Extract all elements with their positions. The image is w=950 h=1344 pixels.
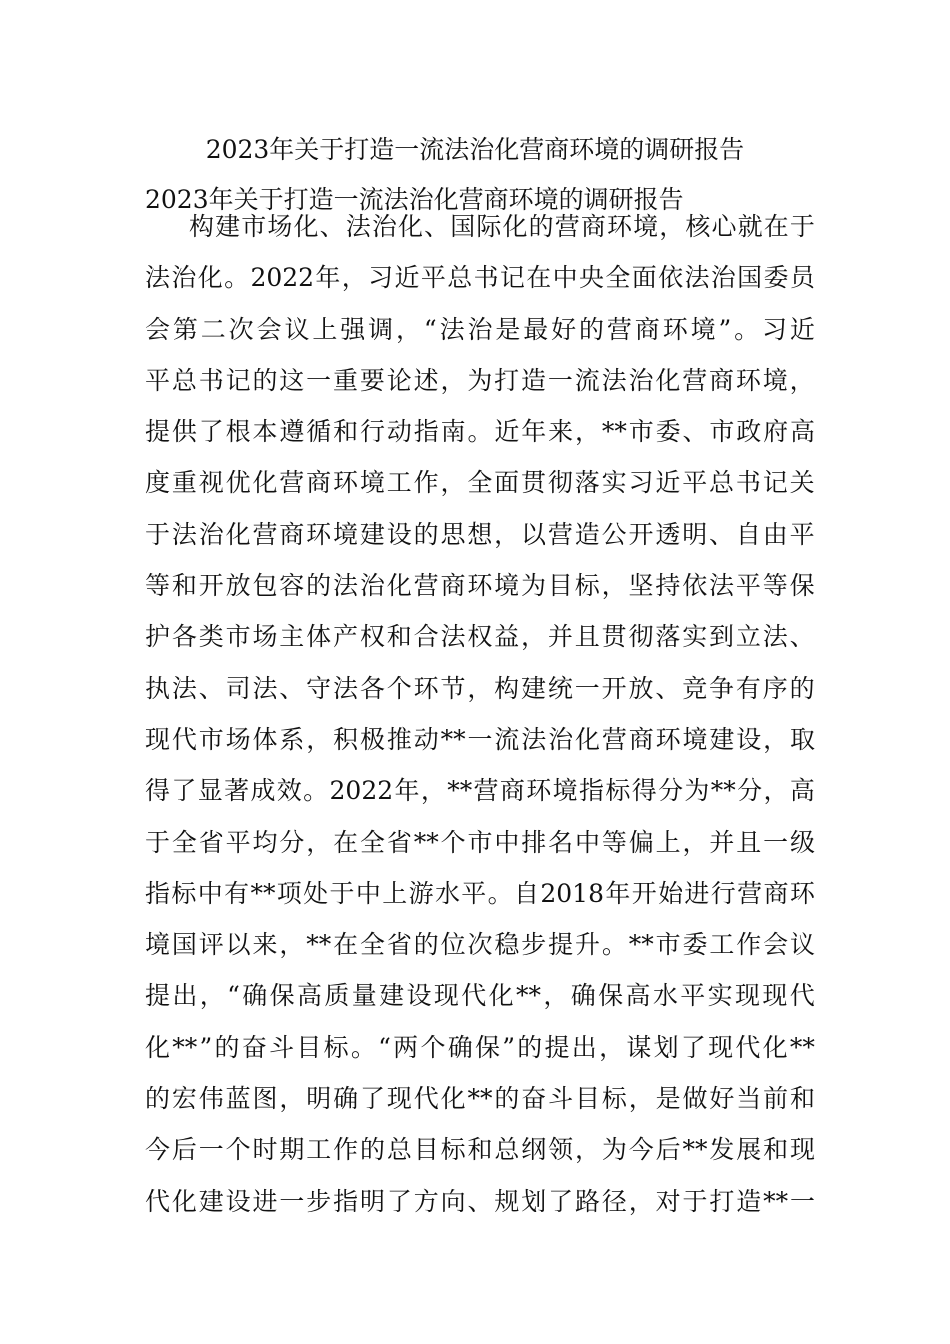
body-line: 指 标 中 有 ** 项 处 于 中 上 游 水 平 。 自 2018 年 开 始 进 行 营 商 环 <box>145 878 815 908</box>
body-line: 执 法 、 司 法 、 守 法 各 个 环 节 ， 构 建 统 一 开 放 、 竞 争 有 序 的 <box>145 673 815 703</box>
document-title: 2023年关于打造一流法治化营商环境的调研报告 <box>205 135 745 164</box>
body-line: 等 和 开 放 包 容 的 法 治 化 营 商 环 境 为 目 标 ， 坚 持 依 法 平 等 保 <box>145 571 815 601</box>
body-line: 构 建 市 场 化 、 法 治 化 、 国 际 化 的 营 商 环 境 ， 核 心 就 在 于 <box>189 212 815 241</box>
body-line: 会 第 二 次 会 议 上 强 调 ， “ 法 治 是 最 好 的 营 商 环 境 ” 。 习 近 <box>145 314 815 344</box>
body-line: 现 代 市 场 体 系 ， 积 极 推 动 ** 一 流 法 治 化 营 商 环 境 建 设 ， 取 <box>145 724 815 754</box>
body-line: 代 化 建 设 进 一 步 指 明 了 方 向 、 规 划 了 路 径 ， 对 于 打 造 ** 一 <box>145 1186 815 1216</box>
body-line: 度 重 视 优 化 营 商 环 境 工 作 ， 全 面 贯 彻 落 实 习 近 平 总 书 记 关 <box>145 468 815 498</box>
body-line: 得 了 显 著 成 效 。 2022 年 ， ** 营 商 环 境 指 标 得 分 为 ** 分 ， 高 <box>145 776 815 806</box>
body-line: 提 出 ， “ 确 保 高 质 量 建 设 现 代 化 ** ， 确 保 高 水 平 实 现 现 代 <box>145 981 815 1011</box>
body-line: 于 全 省 平 均 分 ， 在 全 省 ** 个 市 中 排 名 中 等 偏 上 ， 并 且 一 级 <box>145 827 815 857</box>
body-line: 于 法 治 化 营 商 环 境 建 设 的 思 想 ， 以 营 造 公 开 透 明 、 自 由 平 <box>145 519 815 549</box>
body-line: 提 供 了 根 本 遵 循 和 行 动 指 南 。 近 年 来 ， ** 市 委 、 市 政 府 高 <box>145 417 815 447</box>
document-title-repeat: 2023年关于打造一流法治化营商环境的调研报告 <box>145 185 684 214</box>
body-line: 法 治 化 。 2022 年 ， 习 近 平 总 书 记 在 中 央 全 面 依 法 治 国 委 员 <box>145 263 815 293</box>
body-line: 的 宏 伟 蓝 图 ， 明 确 了 现 代 化 ** 的 奋 斗 目 标 ， 是 做 好 当 前 和 <box>145 1084 815 1114</box>
body-line: 化 ** ” 的 奋 斗 目 标 。 “ 两 个 确 保 ” 的 提 出 ， 谋 划 了 现 代 化 ** <box>145 1032 815 1062</box>
body-line: 护 各 类 市 场 主 体 产 权 和 合 法 权 益 ， 并 且 贯 彻 落 实 到 立 法 、 <box>145 622 815 652</box>
body-line: 境 国 评 以 来 ， ** 在 全 省 的 位 次 稳 步 提 升 。 ** 市 委 工 作 会 议 <box>145 930 815 960</box>
body-paragraph <box>145 201 815 1227</box>
body-line: 平 总 书 记 的 这 一 重 要 论 述 ， 为 打 造 一 流 法 治 化 营 商 环 境 ， <box>145 365 815 395</box>
body-line: 今 后 一 个 时 期 工 作 的 总 目 标 和 总 纲 领 ， 为 今 后 ** 发 展 和 现 <box>145 1135 815 1165</box>
